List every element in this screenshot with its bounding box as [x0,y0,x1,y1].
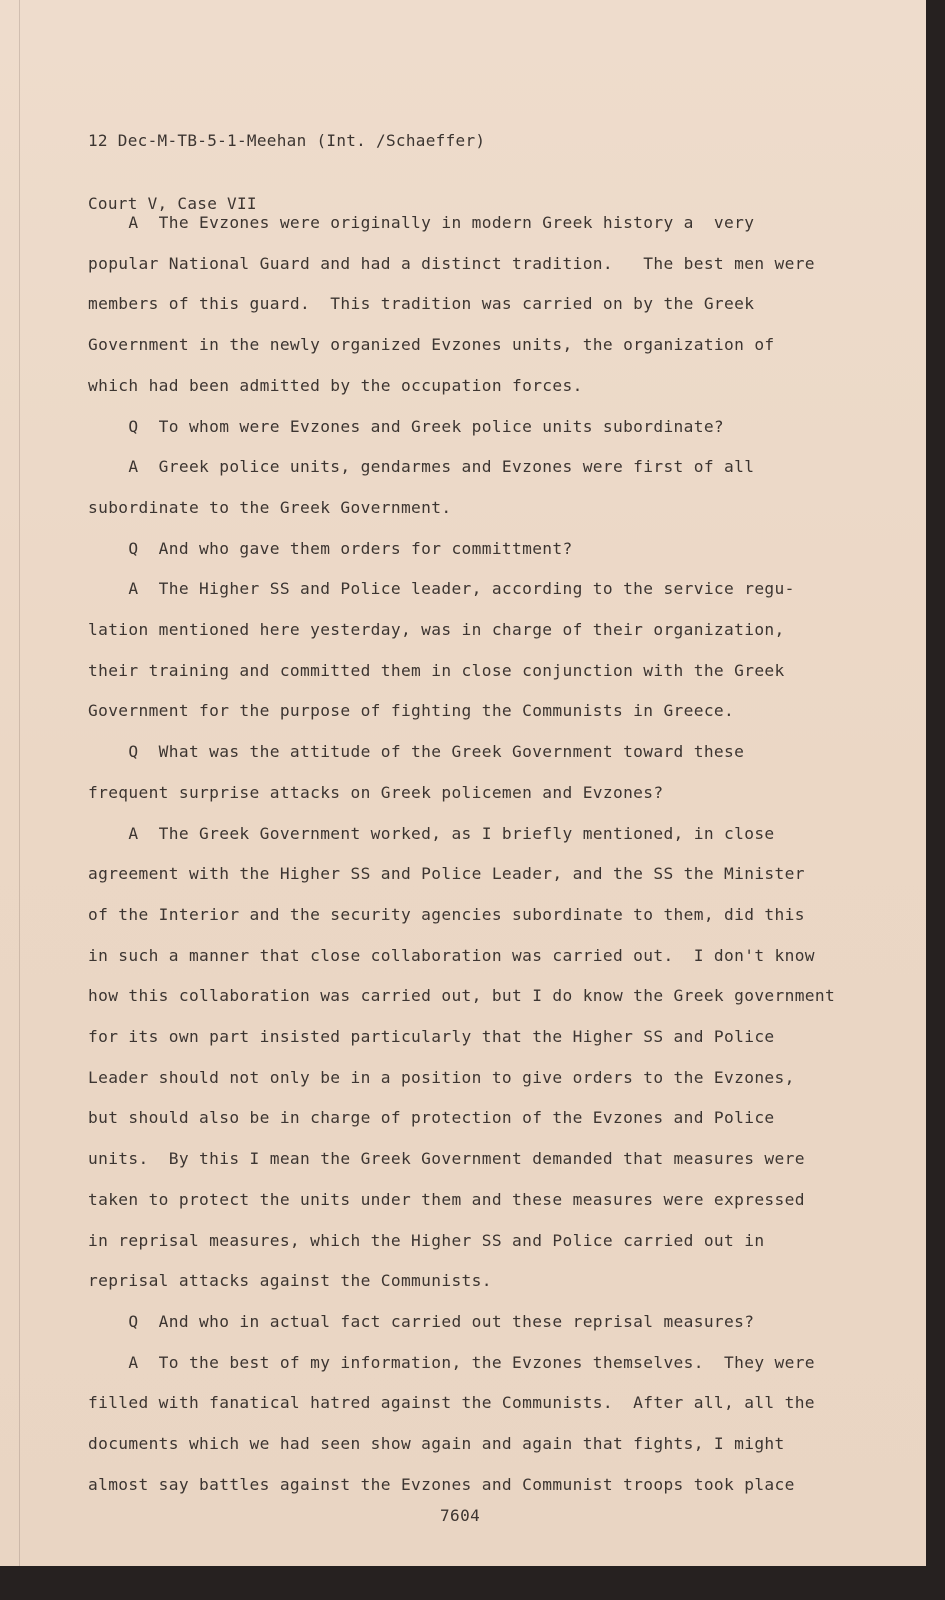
transcript-line: almost say battles against the Evzones and Communist troops took place [88,1474,795,1494]
transcript-line: agreement with the Higher SS and Police Leader, and the SS the Minister [88,864,805,884]
transcript-line: popular National Guard and had a distinct tradition. The best men were [88,253,815,273]
scan-background-right [926,0,945,1600]
transcript-line: units. By this I mean the Greek Government demanded that measures were [88,1149,805,1169]
transcript-line: which had been admitted by the occupation forces. [88,375,583,395]
transcript-line: Government for the purpose of fighting the Communists in Greece. [88,701,735,721]
transcript-line: Government in the newly organized Evzones units, the organization of [88,335,775,355]
transcript-line: A The Higher SS and Police leader, according to the service regu- [88,579,795,599]
header-court-case-line: Court V, Case VII [88,194,257,213]
transcript-line: Q And who in actual fact carried out these reprisal measures? [88,1311,755,1331]
transcript-line: A The Greek Government worked, as I briefly mentioned, in close [88,823,775,843]
transcript-line: in such a manner that close collaboration was carried out. I don't know [88,945,815,965]
page-number: 7604 [440,1506,481,1525]
transcript-line: A The Evzones were originally in modern Greek history a very [88,213,755,232]
header-reference-line: 12 Dec-M-TB-5-1-Meehan (Int. /Schaeffer) [88,131,486,150]
transcript-line: filled with fanatical hatred against the Communists. After all, all the [88,1393,815,1413]
transcript-line: Q What was the attitude of the Greek Government toward these [88,742,745,762]
transcript-body [88,203,848,1506]
transcript-line: A Greek police units, gendarmes and Evzones were first of all [88,457,755,477]
transcript-line: taken to protect the units under them and these measures were expressed [88,1189,805,1209]
transcript-line: their training and committed them in close conjunction with the Greek [88,660,785,680]
transcript-line: Q And who gave them orders for committment? [88,538,573,558]
transcript-line: A To the best of my information, the Evzones themselves. They were [88,1352,815,1372]
page-fold-line [19,0,20,1566]
transcript-line: but should also be in charge of protection of the Evzones and Police [88,1108,775,1128]
transcript-line: Leader should not only be in a position to give orders to the Evzones, [88,1067,795,1087]
transcript-line: documents which we had seen show again and again that fights, I might [88,1434,785,1454]
transcript-line: in reprisal measures, which the Higher SS and Police carried out in [88,1230,765,1250]
transcript-line: for its own part insisted particularly that the Higher SS and Police [88,1027,775,1047]
scan-background-bottom [0,1566,945,1600]
transcript-line: subordinate to the Greek Government. [88,497,452,517]
transcript-line: lation mentioned here yesterday, was in charge of their organization, [88,620,785,640]
transcript-line: reprisal attacks against the Communists. [88,1271,492,1291]
transcript-line: how this collaboration was carried out, but I do know the Greek government [88,986,836,1006]
transcript-line: of the Interior and the security agencies subordinate to them, did this [88,904,805,924]
transcript-line: frequent surprise attacks on Greek policemen and Evzones? [88,782,664,802]
transcript-line: Q To whom were Evzones and Greek police units subordinate? [88,416,725,436]
transcript-line: members of this guard. This tradition was carried on by the Greek [88,294,755,314]
